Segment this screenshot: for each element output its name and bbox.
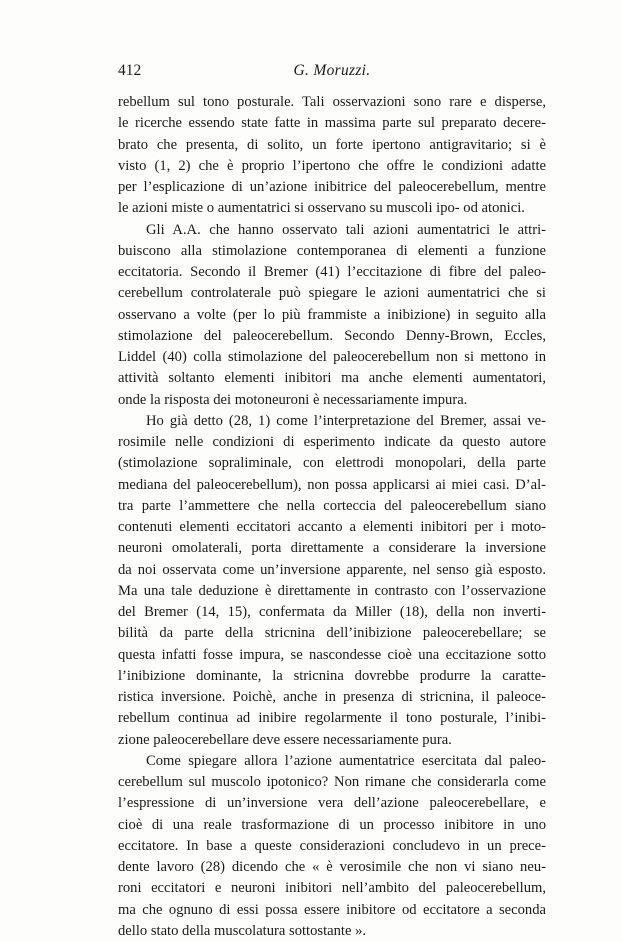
text-line: eccitatoria. Secondo il Bremer (41) l’eccitazione di fibre del paleo- <box>118 264 546 280</box>
text-line: dello stato della muscolatura sottostante ». <box>118 922 367 939</box>
text-line: le ricerche essendo state fatte in massima parte sul preparato decere- <box>118 115 546 132</box>
text-line: per l’esplicazione di un’azione inibitrice del paleocerebellum, mentre <box>118 179 546 195</box>
text-line: neuroni omolaterali, porta direttamente a considerare la inversione <box>118 540 546 557</box>
text-line: ristica inversione. Poichè, anche in presenza di stricnina, il paleoce- <box>118 689 546 705</box>
text-line: l’espressione di un’inversione vera dell’azione paleocerebellare, e <box>118 795 546 812</box>
text-line: le azioni miste o aumentatrici si osservano su muscoli ipo- od atonici. <box>118 200 525 217</box>
text-line: eccitatore. In base a queste considerazioni concludevo in un prece- <box>118 837 546 854</box>
text-line: brato che presenta, di solito, un forte ipertono antigravitario; si è <box>118 136 546 153</box>
text-line: Gli A.A. che hanno osservato tali azioni aumentatrici le attri- <box>146 221 546 238</box>
text-line: rebellum sul tono posturale. Tali osservazioni sono rare e disperse, <box>118 94 546 110</box>
text-line: cioè di una reale trasformazione di un processo inibitore in uno <box>118 816 546 833</box>
running-head: G. Moruzzi. <box>293 62 371 79</box>
text-line: rebellum continua ad inibire regolarmente il tono posturale, l’inibi- <box>118 710 546 727</box>
text-line: cerebellum sul muscolo ipotonico? Non rimane che considerarla come <box>118 774 546 790</box>
text-line: (stimolazione sopraliminale, con elettrodi monopolari, della parte <box>118 455 546 472</box>
text-line: tra parte l’ammettere che nella corteccia del paleocerebellum siano <box>118 497 546 514</box>
text-line: onde la risposta dei motoneuroni è necessariamente impura. <box>118 391 468 408</box>
text-line: visto (1, 2) che è proprio l’ipertono che offre le condizioni adatte <box>118 157 546 174</box>
text-line: roni eccitatori e neuroni inibitori nell’ambito del paleocerebellum, <box>118 880 546 897</box>
text-line: Liddel (40) colla stimolazione del paleocerebellum non si mettono in <box>118 349 546 365</box>
text-line: zione paleocerebellare deve essere necessariamente pura. <box>118 731 452 748</box>
text-line: osservano a volte (per lo più frammiste a inibizione) in seguito alla <box>118 306 546 323</box>
text-line: dente lavoro (28) dicendo che « è verosimile che non vi siano neu- <box>118 859 546 875</box>
text-line: da noi osservata come un’inversione apparente, nel senso già esposto. <box>118 561 546 578</box>
text-line: buiscono alla stimolazione contemporanea di elementi a funzione <box>118 242 546 259</box>
text-line: bilità da parte della stricnina dell’inibizione paleocerebellare; se <box>118 625 546 642</box>
text-line: questa infatti fosse impura, se nascondesse cioè una eccitazione sotto <box>118 646 546 663</box>
text-line: ma che ognuno di essi possa essere inibitore od eccitatore a seconda <box>118 901 546 918</box>
text-line: rosimile nelle condizioni di esperimento indicate da questo autore <box>118 434 546 450</box>
text-line: stimolazione del paleocerebellum. Secondo Denny-Brown, Eccles, <box>118 327 546 344</box>
body-text <box>118 92 546 942</box>
text-line: mediana del paleocerebellum), non possa applicarsi ai miei casi. D’al- <box>118 476 546 493</box>
text-line: Ho già detto (28, 1) come l’interpretazione del Bremer, assai ve- <box>146 412 546 429</box>
text-line: Ma una tale deduzione è direttamente in contrasto con l’osservazione <box>118 582 546 599</box>
text-line: Come spiegare allora l’azione aumentatrice esercitata dal paleo- <box>146 752 546 769</box>
text-line: del Bremer (14, 15), confermata da Miller (18), della non inverti- <box>118 604 546 620</box>
text-line: attività soltanto elementi inibitori ma anche elementi aumentatori, <box>118 370 546 387</box>
text-line: cerebellum controlaterale può spiegare le azioni aumentatrici che si <box>118 285 546 302</box>
page-header <box>118 62 546 84</box>
text-line: contenuti elementi eccitatori accanto a elementi inibitori per i moto- <box>118 519 546 535</box>
page-number: 412 <box>118 62 142 79</box>
text-line: l’inibizione dominante, la stricnina dovrebbe produrre la caratte- <box>118 667 546 684</box>
